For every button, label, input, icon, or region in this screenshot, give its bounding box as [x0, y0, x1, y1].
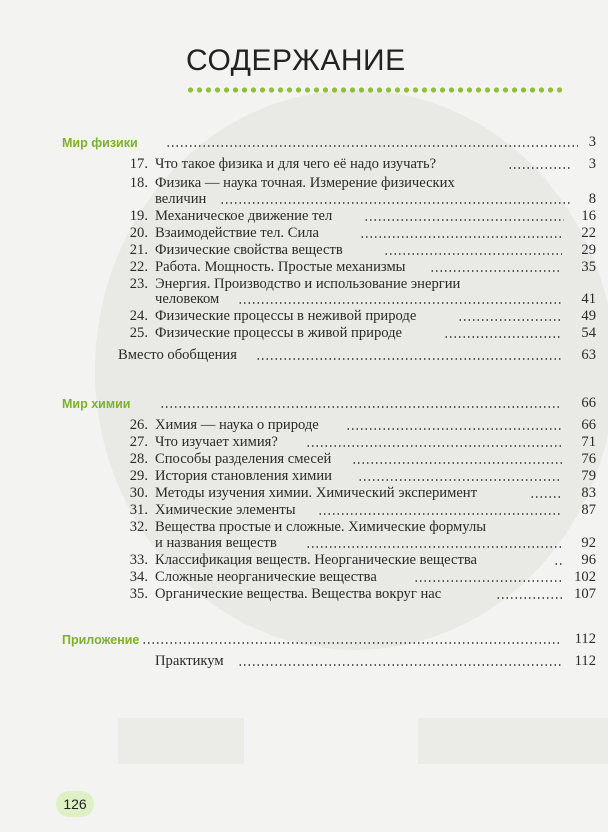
toc-entry-continued [0, 291, 608, 307]
entry-page: 41 [581, 291, 596, 307]
entry-number: 29. [129, 468, 148, 484]
entry-number: 30. [129, 485, 148, 501]
entry-title: Физические процессы в живой природе [155, 325, 403, 341]
entry-title: Сложные неорганические вещества [155, 569, 377, 585]
entry-title: Способы разделения смесей [155, 451, 332, 467]
toc-entry [0, 276, 608, 292]
entry-page: 112 [574, 653, 596, 669]
entry-title: Физика — наука точная. Измерение физических [155, 175, 455, 191]
entry-page: 102 [574, 569, 596, 585]
entry-title: Вещества простые и сложные. Химические формулы [155, 519, 487, 535]
entry-title: Работа. Мощность. Простые механизмы [155, 259, 406, 275]
page-title: СОДЕРЖАНИЕ [186, 44, 406, 77]
entry-title: Что такое физика и для чего её надо изучать? [155, 156, 437, 172]
entry-page: 22 [581, 225, 596, 241]
entry-title: Физические процессы в неживой природе [155, 308, 417, 324]
toc-entry-continued [0, 535, 608, 551]
entry-title: Что изучает химия? [155, 434, 278, 450]
entry-page: 66 [581, 417, 596, 433]
leader-dots [306, 546, 562, 548]
section-chemistry [0, 395, 608, 411]
entry-title: Вместо обобщения [118, 347, 237, 363]
leader-dots [220, 202, 570, 204]
leader-dots [384, 253, 562, 255]
toc-entry [0, 156, 608, 172]
toc-entry [0, 417, 608, 433]
entry-title: Взаимодействие тел. Сила [155, 225, 320, 241]
toc-entry-appendix [0, 653, 608, 669]
toc-entry [0, 308, 608, 324]
entry-page: 8 [588, 191, 596, 207]
entry-title: Методы изучения химии. Химический эксперимент [155, 485, 477, 501]
toc-entry [0, 451, 608, 467]
leader-dots [238, 664, 562, 666]
toc-entry-continued [0, 191, 608, 207]
entry-page: 29 [581, 242, 596, 258]
entry-title: Механическое движение тел [155, 208, 333, 224]
toc-entry-summary [0, 347, 608, 363]
entry-page: 35 [581, 259, 596, 275]
entry-number: 18. [129, 175, 148, 191]
page-number: 126 [56, 791, 94, 817]
entry-page: 79 [581, 468, 596, 484]
toc-entry [0, 242, 608, 258]
toc-entry [0, 569, 608, 585]
entry-page: 87 [581, 502, 596, 518]
leader-dots [358, 479, 562, 481]
section-appendix-page: 112 [574, 631, 596, 647]
entry-page: 107 [574, 586, 596, 602]
toc-entry [0, 208, 608, 224]
leader-dots [306, 445, 562, 447]
leader-dots [414, 580, 562, 582]
section-physics [0, 134, 608, 150]
section-chemistry-page: 66 [581, 395, 596, 411]
entry-title: Органические вещества. Вещества вокруг нас [155, 586, 442, 602]
entry-page: 16 [581, 208, 596, 224]
leader-dots [458, 319, 562, 321]
toc-entry [0, 175, 608, 191]
background-shape-left [118, 718, 244, 764]
entry-number: 32. [129, 519, 148, 535]
leader-dots [496, 597, 562, 599]
entry-number: 17. [129, 156, 148, 172]
toc-entry [0, 552, 608, 568]
leader-dots [160, 406, 562, 408]
entry-number: 22. [129, 259, 148, 275]
entry-number: 28. [129, 451, 148, 467]
entry-title-continued: величин [155, 191, 207, 207]
entry-number: 35. [129, 586, 148, 602]
leader-dots [352, 462, 562, 464]
entry-number: 19. [129, 208, 148, 224]
section-appendix-label: Приложение [62, 633, 140, 647]
entry-title: История становления химии [155, 468, 332, 484]
leader-dots [444, 336, 562, 338]
entry-page: 54 [581, 325, 596, 341]
toc-entry [0, 468, 608, 484]
leader-dots [256, 358, 562, 360]
entry-title-continued: и названия веществ [155, 535, 277, 551]
section-physics-page: 3 [588, 134, 596, 150]
entry-number: 26. [129, 417, 148, 433]
entry-title: Энергия. Производство и использование энергии [155, 276, 461, 292]
toc-entry [0, 434, 608, 450]
section-appendix [0, 631, 608, 647]
entry-number: 20. [129, 225, 148, 241]
entry-page: 96 [581, 552, 596, 568]
entry-page: 71 [581, 434, 596, 450]
entry-page: 76 [581, 451, 596, 467]
toc-entry [0, 502, 608, 518]
entry-page: 63 [581, 347, 596, 363]
leader-dots [430, 270, 562, 272]
entry-page: 92 [581, 535, 596, 551]
entry-title: Физические свойства веществ [155, 242, 343, 258]
toc-entry [0, 519, 608, 535]
entry-number: 25. [129, 325, 148, 341]
entry-number: 33. [129, 552, 148, 568]
background-shape-right [418, 718, 608, 764]
entry-number: 21. [129, 242, 148, 258]
section-chemistry-label: Мир химии [62, 397, 131, 411]
toc-entry [0, 586, 608, 602]
leader-dots [360, 236, 562, 238]
entry-number: 23. [129, 276, 148, 292]
entry-title: Практикум [155, 653, 224, 669]
entry-page: 3 [588, 156, 596, 172]
entry-title: Химия — наука о природе [155, 417, 319, 433]
entry-page: 83 [581, 485, 596, 501]
leader-dots [166, 145, 578, 147]
leader-dots [318, 513, 562, 515]
toc-entry [0, 485, 608, 501]
entry-number: 34. [129, 569, 148, 585]
entry-title: Химические элементы [155, 502, 296, 518]
leader-dots [364, 219, 564, 221]
entry-number: 27. [129, 434, 148, 450]
leader-dots [142, 642, 562, 644]
leader-dots [346, 428, 562, 430]
entry-page: 49 [581, 308, 596, 324]
entry-title: Классификация веществ. Неорганические вещества [155, 552, 478, 568]
toc-entry [0, 225, 608, 241]
toc-entry [0, 259, 608, 275]
title-dotted-rule [186, 87, 566, 93]
entry-title-continued: человеком [155, 291, 220, 307]
toc-entry [0, 325, 608, 341]
entry-number: 31. [129, 502, 148, 518]
section-physics-label: Мир физики [62, 136, 138, 150]
entry-number: 24. [129, 308, 148, 324]
leader-dots [238, 302, 562, 304]
